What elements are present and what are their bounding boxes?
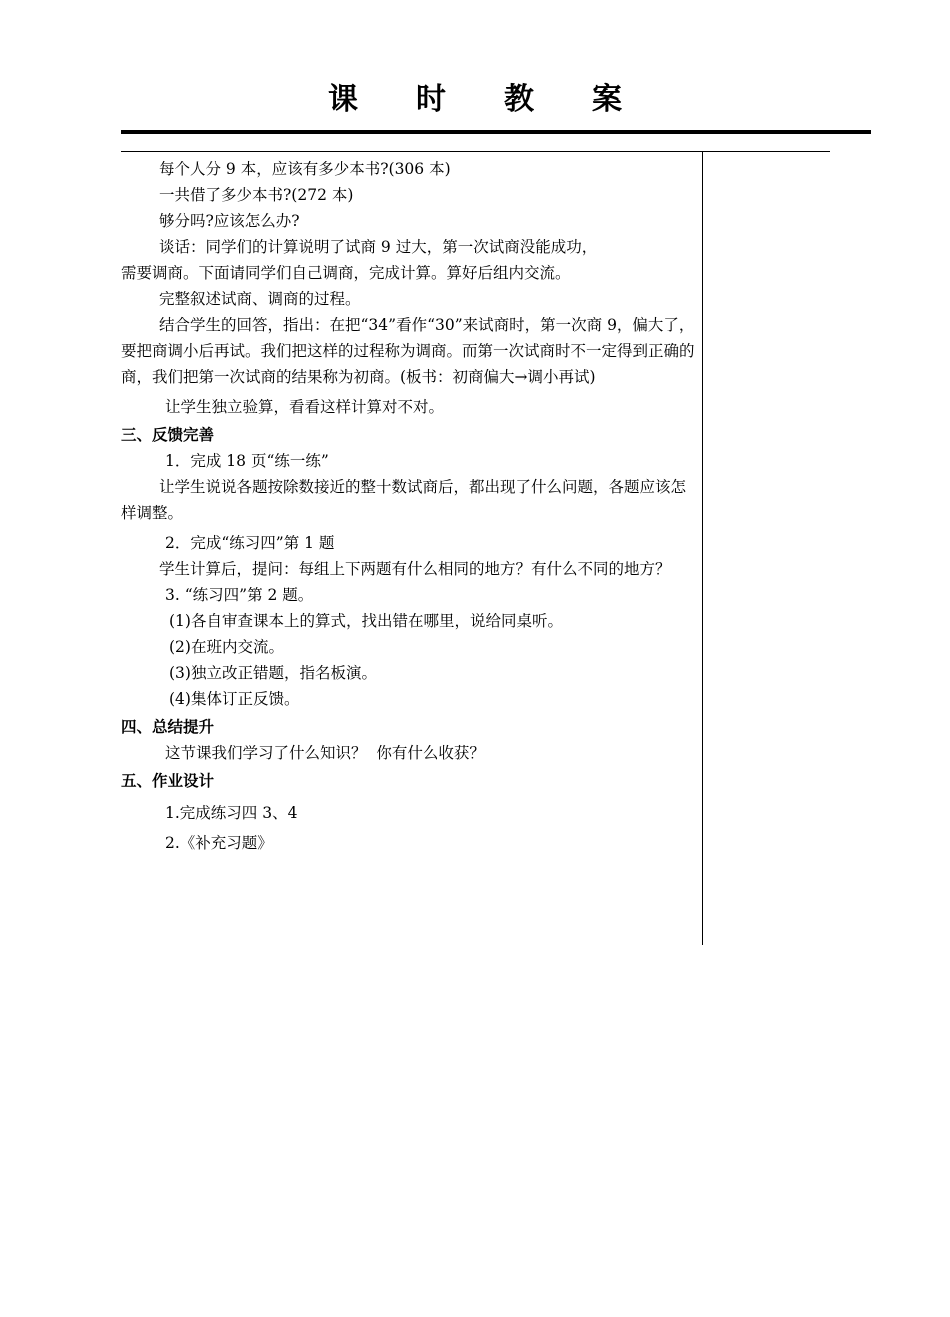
exercise-item: 2．完成“练习四”第 1 题	[165, 534, 335, 552]
talk-text-line-2: 需要调商。下面请同学们自己调商，完成计算。算好后组内交流。	[121, 264, 571, 282]
sub-item: (4)集体订正反馈。	[169, 690, 300, 708]
section-heading-summary: 四、总结提升	[121, 718, 215, 736]
section-heading-feedback: 三、反馈完善	[121, 426, 215, 444]
exercise-description: 让学生说说各题按除数接近的整十数试商后，都出现了什么问题，各题应该怎样调整。	[121, 478, 687, 522]
summary-paragraph: 结合学生的回答，指出：在把“34”看作“30”来试商时，第一次商 9，偏大了，要把商调小后再试。我们把这样的过程称为调商。而第一次试商时不一定得到正确的商，我们把第一次试商的结果称为初商。(板书：初商偏大→调小再试)	[121, 316, 695, 386]
sub-item: (3)独立改正错题，指名板演。	[169, 664, 377, 682]
talk-text-line-1: 谈话：同学们的计算说明了试商 9 过大，第一次试商没能成功，	[159, 238, 598, 256]
lesson-content	[121, 156, 696, 856]
sub-item: (2)在班内交流。	[169, 638, 284, 656]
section-heading-homework: 五、作业设计	[121, 772, 215, 790]
homework-item: 2.《补充习题》	[165, 834, 273, 852]
page-title: 课时教案	[328, 82, 680, 117]
text-line: 够分吗?应该怎么办?	[159, 212, 300, 230]
sub-item: (1)各自审查课本上的算式，找出错在哪里，说给同桌听。	[169, 612, 563, 630]
homework-item: 1.完成练习四 3、4	[165, 804, 298, 822]
text-line: 让学生独立验算，看看这样计算对不对。	[165, 398, 445, 416]
exercise-item: 3. “练习四”第 2 题。	[165, 586, 314, 604]
text-line: 一共借了多少本书?(272 本)	[159, 186, 354, 204]
text-line: 完整叙述试商、调商的过程。	[159, 290, 361, 308]
title-underline-thick	[121, 130, 871, 134]
exercise-item: 1．完成 18 页“练一练”	[165, 452, 329, 470]
exercise-description: 学生计算后，提问：每组上下两题有什么相同的地方？有什么不同的地方？	[159, 560, 671, 578]
table-column-divider	[702, 152, 703, 945]
text-line: 每个人分 9 本，应该有多少本书?(306 本)	[159, 160, 451, 178]
summary-question: 这节课我们学习了什么知识？ 你有什么收获？	[165, 744, 485, 762]
table-top-border	[121, 151, 830, 152]
